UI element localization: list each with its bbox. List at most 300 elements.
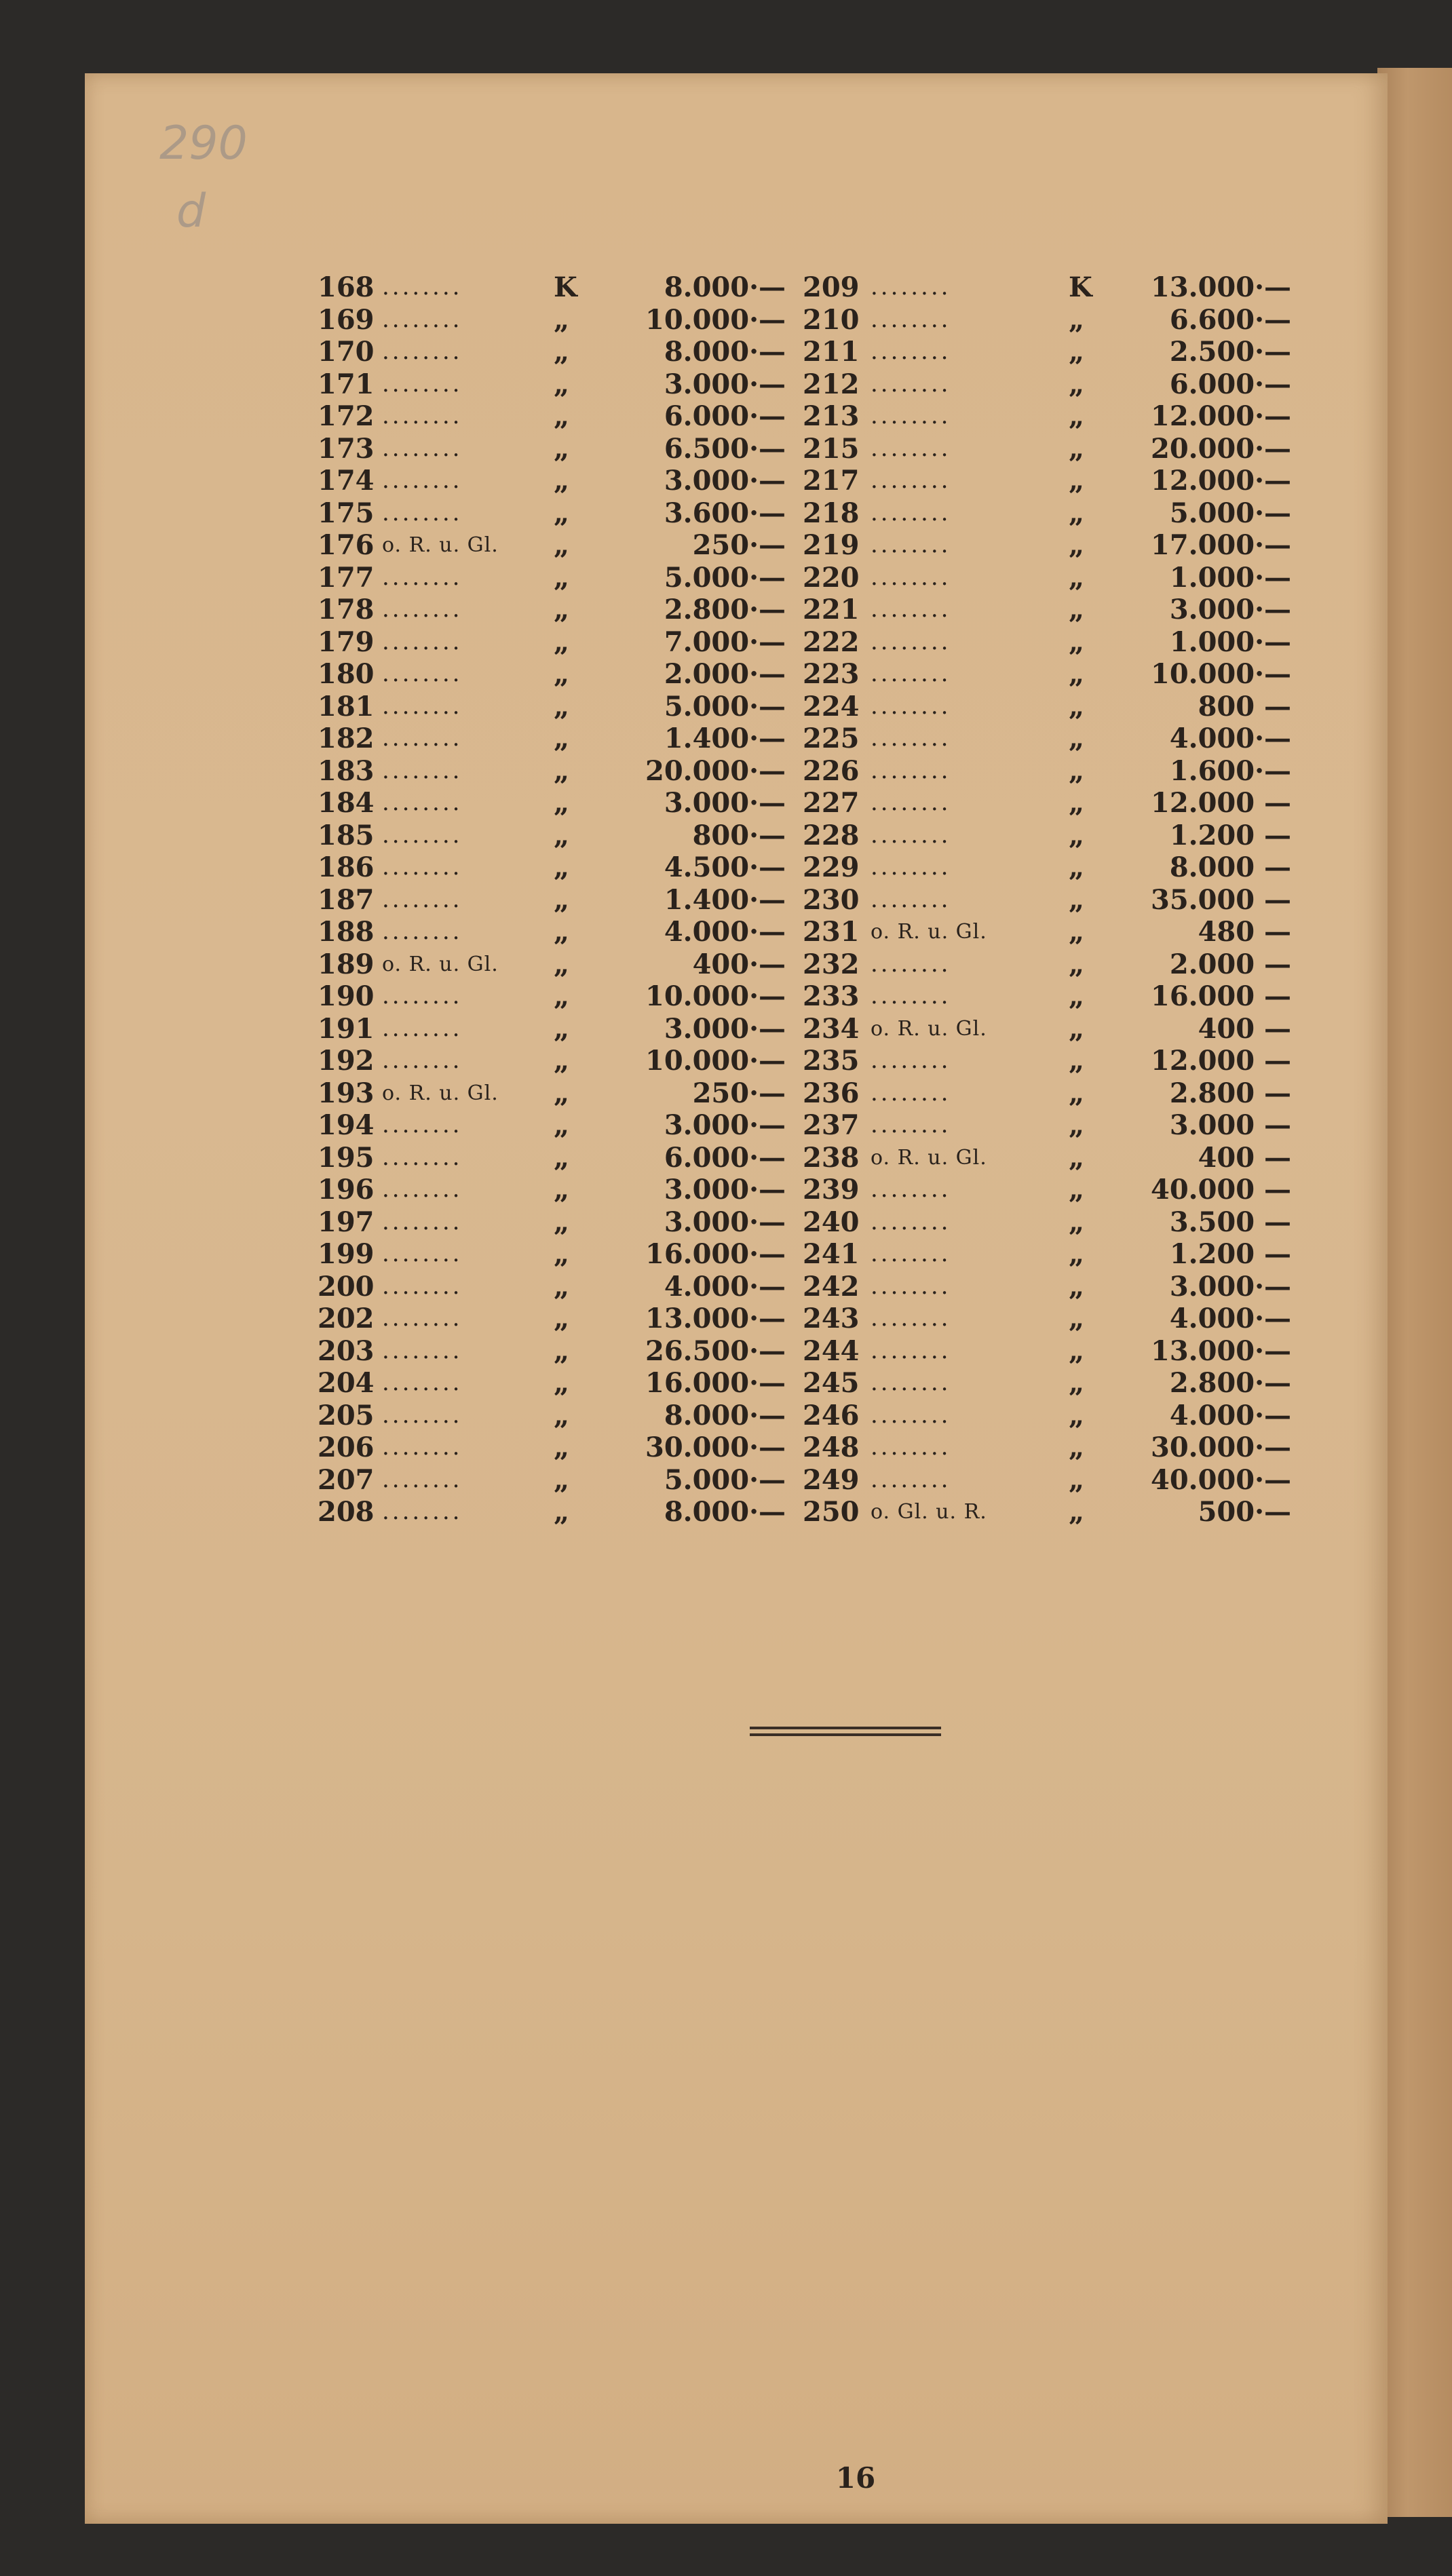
list-item: [318, 1206, 786, 1239]
ditto-mark: „: [554, 980, 570, 1012]
item-amount: 26.500·—: [645, 1334, 786, 1367]
ditto-mark: „: [554, 1431, 570, 1463]
ditto-mark: „: [1069, 497, 1085, 529]
leader-dots: ........: [382, 1240, 463, 1267]
item-amount: 8.000·—: [664, 336, 786, 368]
item-amount: 6.500·—: [664, 432, 786, 465]
list-item: [318, 851, 786, 884]
ditto-mark: „: [1069, 1463, 1085, 1496]
currency-mark: K: [1069, 271, 1092, 303]
item-number: 177: [318, 561, 375, 594]
item-number: 238: [803, 1141, 860, 1174]
list-item: [318, 948, 786, 981]
item-amount: 10.000·—: [1150, 658, 1291, 690]
item-number: 191: [318, 1012, 375, 1045]
item-number: 213: [803, 400, 860, 432]
ditto-mark: „: [1069, 1399, 1085, 1431]
item-amount: 3.000·—: [664, 368, 786, 400]
list-item: [318, 1431, 786, 1464]
list-item: [803, 1174, 1291, 1206]
item-amount: 12.000 —: [1150, 787, 1291, 819]
list-item: [803, 851, 1291, 884]
list-item: [803, 1431, 1291, 1464]
item-amount: 2.800 —: [1169, 1077, 1291, 1109]
leader-dots: ........: [871, 1047, 951, 1074]
item-number: 190: [318, 980, 375, 1012]
ditto-mark: „: [1069, 948, 1085, 980]
list-item: [318, 980, 786, 1013]
item-number: 187: [318, 883, 375, 916]
leader-dots: ........: [382, 885, 463, 913]
leader-dots: ........: [382, 692, 463, 720]
list-item: [803, 884, 1291, 917]
leader-dots: ........: [871, 789, 951, 816]
list-item: [318, 787, 786, 820]
leader-dots: ........: [382, 1047, 463, 1074]
list-item: [318, 1109, 786, 1142]
leader-dots: ........: [382, 1208, 463, 1235]
item-number: 246: [803, 1399, 860, 1431]
list-item: [318, 691, 786, 723]
item-amount: 4.000·—: [664, 1270, 786, 1303]
item-amount: 20.000·—: [1150, 432, 1291, 465]
item-amount: 6.600·—: [1169, 303, 1291, 336]
item-amount: 12.000 —: [1150, 1045, 1291, 1077]
item-number: 224: [803, 690, 860, 723]
leader-dots: ........: [382, 918, 463, 945]
leader-dots: ........: [871, 531, 951, 558]
ditto-mark: „: [1069, 658, 1085, 690]
item-amount: 480 —: [1198, 916, 1291, 948]
list-item: [803, 916, 1291, 948]
leader-dots: ........: [382, 434, 463, 462]
ditto-mark: „: [1069, 1367, 1085, 1399]
leader-dots: ........: [871, 1079, 951, 1107]
item-condition-note: o. R. u. Gl.: [871, 920, 987, 944]
leader-dots: ........: [871, 725, 951, 752]
item-amount: 16.000·—: [645, 1367, 786, 1399]
ditto-mark: „: [554, 529, 570, 561]
item-amount: 6.000·—: [1169, 368, 1291, 400]
item-amount: 8.000·—: [664, 1496, 786, 1528]
item-number: 206: [318, 1431, 375, 1463]
ditto-mark: „: [554, 400, 570, 432]
item-number: 176: [318, 529, 375, 561]
item-amount: 3.000·—: [664, 1206, 786, 1238]
document-page: [85, 73, 1388, 2524]
item-amount: 1.200 —: [1169, 819, 1291, 851]
item-amount: 2.500·—: [1169, 336, 1291, 368]
item-amount: 3.500 —: [1169, 1206, 1291, 1238]
item-amount: 12.000·—: [1150, 400, 1291, 432]
list-item: [318, 433, 786, 465]
leader-dots: ........: [382, 1176, 463, 1203]
book-spine-edge: [1377, 68, 1452, 2517]
item-amount: 8.000·—: [664, 271, 786, 303]
item-amount: 4.000·—: [1169, 723, 1291, 754]
leader-dots: ........: [871, 1337, 951, 1364]
leader-dots: ........: [871, 628, 951, 655]
ditto-mark: „: [1069, 1303, 1085, 1334]
list-item: [803, 465, 1291, 497]
item-number: 209: [803, 271, 860, 303]
item-number: 232: [803, 948, 860, 980]
item-amount: 5.000·—: [664, 1463, 786, 1496]
leader-dots: ........: [382, 596, 463, 623]
list-item: [318, 304, 786, 337]
item-amount: 2.000 —: [1169, 948, 1291, 980]
list-item: [803, 1271, 1291, 1303]
item-amount: 12.000·—: [1150, 465, 1291, 497]
list-item: [803, 336, 1291, 368]
handwritten-note-line1: 290: [159, 117, 248, 170]
item-number: 197: [318, 1206, 375, 1238]
item-number: 203: [318, 1334, 375, 1367]
item-number: 180: [318, 658, 375, 690]
ditto-mark: „: [554, 658, 570, 690]
item-amount: 10.000·—: [645, 303, 786, 336]
item-number: 195: [318, 1141, 375, 1174]
list-item: [803, 529, 1291, 562]
item-number: 169: [318, 303, 375, 336]
list-item: [803, 1335, 1291, 1368]
list-item: [318, 1271, 786, 1303]
list-item: [803, 304, 1291, 337]
ditto-mark: „: [1069, 1045, 1085, 1077]
item-amount: 4.500·—: [664, 851, 786, 883]
item-number: 245: [803, 1367, 860, 1399]
leader-dots: ........: [871, 1272, 951, 1300]
list-item: [318, 1335, 786, 1368]
list-item: [803, 1464, 1291, 1497]
leader-dots: ........: [871, 1208, 951, 1235]
leader-dots: ........: [871, 596, 951, 623]
ditto-mark: „: [1069, 883, 1085, 916]
ditto-mark: „: [554, 1077, 570, 1109]
item-amount: 8.000·—: [664, 1399, 786, 1431]
leader-dots: ........: [871, 1401, 951, 1429]
item-condition-note: o. R. u. Gl.: [871, 1145, 987, 1170]
list-item: [803, 948, 1291, 981]
item-condition-note: o. R. u. Gl.: [871, 1016, 987, 1041]
list-item: [803, 820, 1291, 852]
item-number: 220: [803, 561, 860, 594]
ditto-mark: „: [1069, 690, 1085, 723]
handwritten-note-line2: d: [176, 185, 206, 238]
list-item: [318, 400, 786, 433]
item-number: 175: [318, 497, 375, 529]
ditto-mark: „: [554, 1496, 570, 1528]
item-amount: 400 —: [1198, 1141, 1291, 1174]
ditto-mark: „: [1069, 303, 1085, 336]
price-list-left-column: [318, 271, 786, 1529]
ditto-mark: „: [554, 626, 570, 658]
leader-dots: ........: [382, 756, 463, 784]
leader-dots: ........: [871, 756, 951, 784]
item-amount: 5.000·—: [1169, 497, 1291, 529]
ditto-mark: „: [1069, 1431, 1085, 1463]
item-amount: 4.000·—: [1169, 1399, 1291, 1431]
list-item: [803, 562, 1291, 594]
list-item: [318, 1496, 786, 1529]
leader-dots: ........: [871, 1369, 951, 1396]
ditto-mark: „: [1069, 432, 1085, 465]
leader-dots: ........: [382, 499, 463, 526]
item-amount: 13.000·—: [1150, 271, 1291, 303]
leader-dots: ........: [382, 467, 463, 494]
item-number: 222: [803, 626, 860, 658]
list-item: [803, 980, 1291, 1013]
item-number: 243: [803, 1303, 860, 1334]
item-number: 205: [318, 1399, 375, 1431]
item-amount: 3.000 —: [1169, 1109, 1291, 1141]
ditto-mark: „: [554, 690, 570, 723]
item-amount: 5.000·—: [664, 561, 786, 594]
item-number: 218: [803, 497, 860, 529]
item-number: 212: [803, 368, 860, 400]
ditto-mark: „: [1069, 787, 1085, 819]
list-item: [318, 336, 786, 368]
list-item: [803, 433, 1291, 465]
item-number: 171: [318, 368, 375, 400]
item-number: 183: [318, 754, 375, 787]
item-number: 199: [318, 1238, 375, 1270]
ditto-mark: „: [1069, 1174, 1085, 1206]
item-number: 194: [318, 1109, 375, 1141]
item-amount: 1.200 —: [1169, 1238, 1291, 1270]
item-amount: 6.000·—: [664, 400, 786, 432]
item-number: 228: [803, 819, 860, 851]
ditto-mark: „: [554, 1206, 570, 1238]
item-number: 173: [318, 432, 375, 465]
item-number: 215: [803, 432, 860, 465]
item-number: 170: [318, 336, 375, 368]
leader-dots: ........: [382, 563, 463, 591]
list-item: [318, 820, 786, 852]
item-amount: 3.000·—: [664, 1174, 786, 1206]
item-amount: 17.000·—: [1150, 529, 1291, 561]
item-number: 179: [318, 626, 375, 658]
item-amount: 8.000 —: [1169, 851, 1291, 883]
item-number: 193: [318, 1077, 375, 1109]
list-item: [318, 1142, 786, 1174]
price-list-right-column: [803, 271, 1291, 1529]
item-amount: 40.000 —: [1150, 1174, 1291, 1206]
ditto-mark: „: [554, 1141, 570, 1174]
item-number: 211: [803, 336, 860, 368]
leader-dots: ........: [871, 1305, 951, 1332]
item-amount: 1.400·—: [664, 883, 786, 916]
item-number: 230: [803, 883, 860, 916]
item-number: 189: [318, 948, 375, 980]
ditto-mark: „: [554, 1045, 570, 1077]
ditto-mark: „: [554, 432, 570, 465]
ditto-mark: „: [554, 1270, 570, 1303]
leader-dots: ........: [871, 1240, 951, 1267]
ditto-mark: „: [554, 1174, 570, 1206]
ditto-mark: „: [554, 465, 570, 497]
list-item: [803, 723, 1291, 755]
ditto-mark: „: [554, 497, 570, 529]
ditto-mark: „: [1069, 465, 1085, 497]
item-amount: 1.000·—: [1169, 561, 1291, 594]
ditto-mark: „: [554, 368, 570, 400]
list-item: [318, 658, 786, 691]
list-item: [803, 368, 1291, 401]
item-number: 229: [803, 851, 860, 883]
list-item: [803, 691, 1291, 723]
leader-dots: ........: [382, 725, 463, 752]
item-amount: 2.800·—: [1169, 1367, 1291, 1399]
item-amount: 3.000·—: [664, 465, 786, 497]
item-amount: 7.000·—: [664, 626, 786, 658]
item-number: 188: [318, 916, 375, 948]
list-item: [803, 1109, 1291, 1142]
leader-dots: ........: [382, 1465, 463, 1493]
item-number: 235: [803, 1045, 860, 1077]
item-amount: 800 —: [1198, 690, 1291, 723]
item-number: 185: [318, 819, 375, 851]
list-item: [803, 787, 1291, 820]
item-number: 227: [803, 787, 860, 819]
ditto-mark: „: [554, 1012, 570, 1045]
item-amount: 4.000·—: [664, 916, 786, 948]
item-amount: 400 —: [1198, 1012, 1291, 1045]
ditto-mark: „: [1069, 1141, 1085, 1174]
leader-dots: ........: [871, 885, 951, 913]
list-item: [318, 465, 786, 497]
ditto-mark: „: [554, 787, 570, 819]
ditto-mark: „: [1069, 368, 1085, 400]
list-item: [803, 1045, 1291, 1077]
leader-dots: ........: [871, 1434, 951, 1461]
item-amount: 800·—: [692, 819, 786, 851]
item-amount: 2.000·—: [664, 658, 786, 690]
item-condition-note: o. R. u. Gl.: [382, 533, 499, 557]
item-amount: 5.000·—: [664, 690, 786, 723]
leader-dots: ........: [382, 853, 463, 881]
item-number: 223: [803, 658, 860, 690]
leader-dots: ........: [871, 467, 951, 494]
list-item: [318, 1464, 786, 1497]
item-number: 174: [318, 465, 375, 497]
leader-dots: ........: [871, 1176, 951, 1203]
ditto-mark: „: [554, 1109, 570, 1141]
item-number: 248: [803, 1431, 860, 1463]
ditto-mark: „: [554, 916, 570, 948]
item-amount: 10.000·—: [645, 980, 786, 1012]
list-item: [803, 658, 1291, 691]
leader-dots: ........: [871, 821, 951, 849]
ditto-mark: „: [1069, 1238, 1085, 1270]
ditto-mark: „: [1069, 626, 1085, 658]
ditto-mark: „: [1069, 336, 1085, 368]
item-amount: 6.000·—: [664, 1141, 786, 1174]
item-amount: 250·—: [692, 529, 786, 561]
ditto-mark: „: [1069, 1334, 1085, 1367]
item-amount: 3.000·—: [664, 1012, 786, 1045]
ditto-mark: „: [1069, 980, 1085, 1012]
item-condition-note: o. R. u. Gl.: [382, 952, 499, 976]
leader-dots: ........: [382, 1401, 463, 1429]
double-rule-divider: [750, 1727, 941, 1736]
leader-dots: ........: [382, 1498, 463, 1525]
list-item: [803, 1400, 1291, 1432]
ditto-mark: „: [554, 723, 570, 754]
list-item: [318, 1303, 786, 1335]
leader-dots: ........: [382, 821, 463, 849]
ditto-mark: „: [554, 1399, 570, 1431]
item-number: 239: [803, 1174, 860, 1206]
list-item: [803, 1013, 1291, 1045]
item-amount: 500·—: [1198, 1496, 1291, 1528]
list-item: [318, 626, 786, 659]
ditto-mark: „: [1069, 1496, 1085, 1528]
item-number: 226: [803, 754, 860, 787]
list-item: [803, 271, 1291, 304]
item-condition-note: o. Gl. u. R.: [871, 1500, 987, 1524]
list-item: [318, 562, 786, 594]
currency-mark: K: [554, 271, 577, 303]
list-item: [318, 884, 786, 917]
ditto-mark: „: [554, 819, 570, 851]
ditto-mark: „: [1069, 851, 1085, 883]
ditto-mark: „: [554, 1367, 570, 1399]
item-number: 236: [803, 1077, 860, 1109]
leader-dots: ........: [382, 628, 463, 655]
list-item: [803, 400, 1291, 433]
leader-dots: ........: [382, 660, 463, 687]
item-number: 234: [803, 1012, 860, 1045]
leader-dots: ........: [382, 402, 463, 429]
ditto-mark: „: [1069, 529, 1085, 561]
item-amount: 35.000 —: [1150, 883, 1291, 916]
list-item: [803, 1206, 1291, 1239]
leader-dots: ........: [871, 338, 951, 365]
list-item: [803, 1303, 1291, 1335]
leader-dots: ........: [382, 1111, 463, 1138]
item-amount: 2.800·—: [664, 594, 786, 626]
leader-dots: ........: [871, 370, 951, 398]
item-number: 225: [803, 723, 860, 754]
item-number: 172: [318, 400, 375, 432]
ditto-mark: „: [554, 1463, 570, 1496]
list-item: [318, 755, 786, 788]
leader-dots: ........: [871, 1111, 951, 1138]
item-amount: 16.000 —: [1150, 980, 1291, 1012]
leader-dots: ........: [382, 370, 463, 398]
list-item: [318, 594, 786, 626]
item-number: 207: [318, 1463, 375, 1496]
leader-dots: ........: [382, 1369, 463, 1396]
leader-dots: ........: [871, 950, 951, 978]
item-number: 217: [803, 465, 860, 497]
leader-dots: ........: [382, 1143, 463, 1171]
leader-dots: ........: [382, 789, 463, 816]
item-amount: 1.400·—: [664, 723, 786, 754]
list-item: [318, 723, 786, 755]
ditto-mark: „: [554, 851, 570, 883]
item-amount: 13.000·—: [1150, 1334, 1291, 1367]
item-number: 208: [318, 1496, 375, 1528]
leader-dots: ........: [871, 692, 951, 720]
list-item: [803, 755, 1291, 788]
item-number: 202: [318, 1303, 375, 1334]
item-amount: 3.000·—: [1169, 1270, 1291, 1303]
item-number: 181: [318, 690, 375, 723]
leader-dots: ........: [382, 273, 463, 301]
ditto-mark: „: [554, 303, 570, 336]
